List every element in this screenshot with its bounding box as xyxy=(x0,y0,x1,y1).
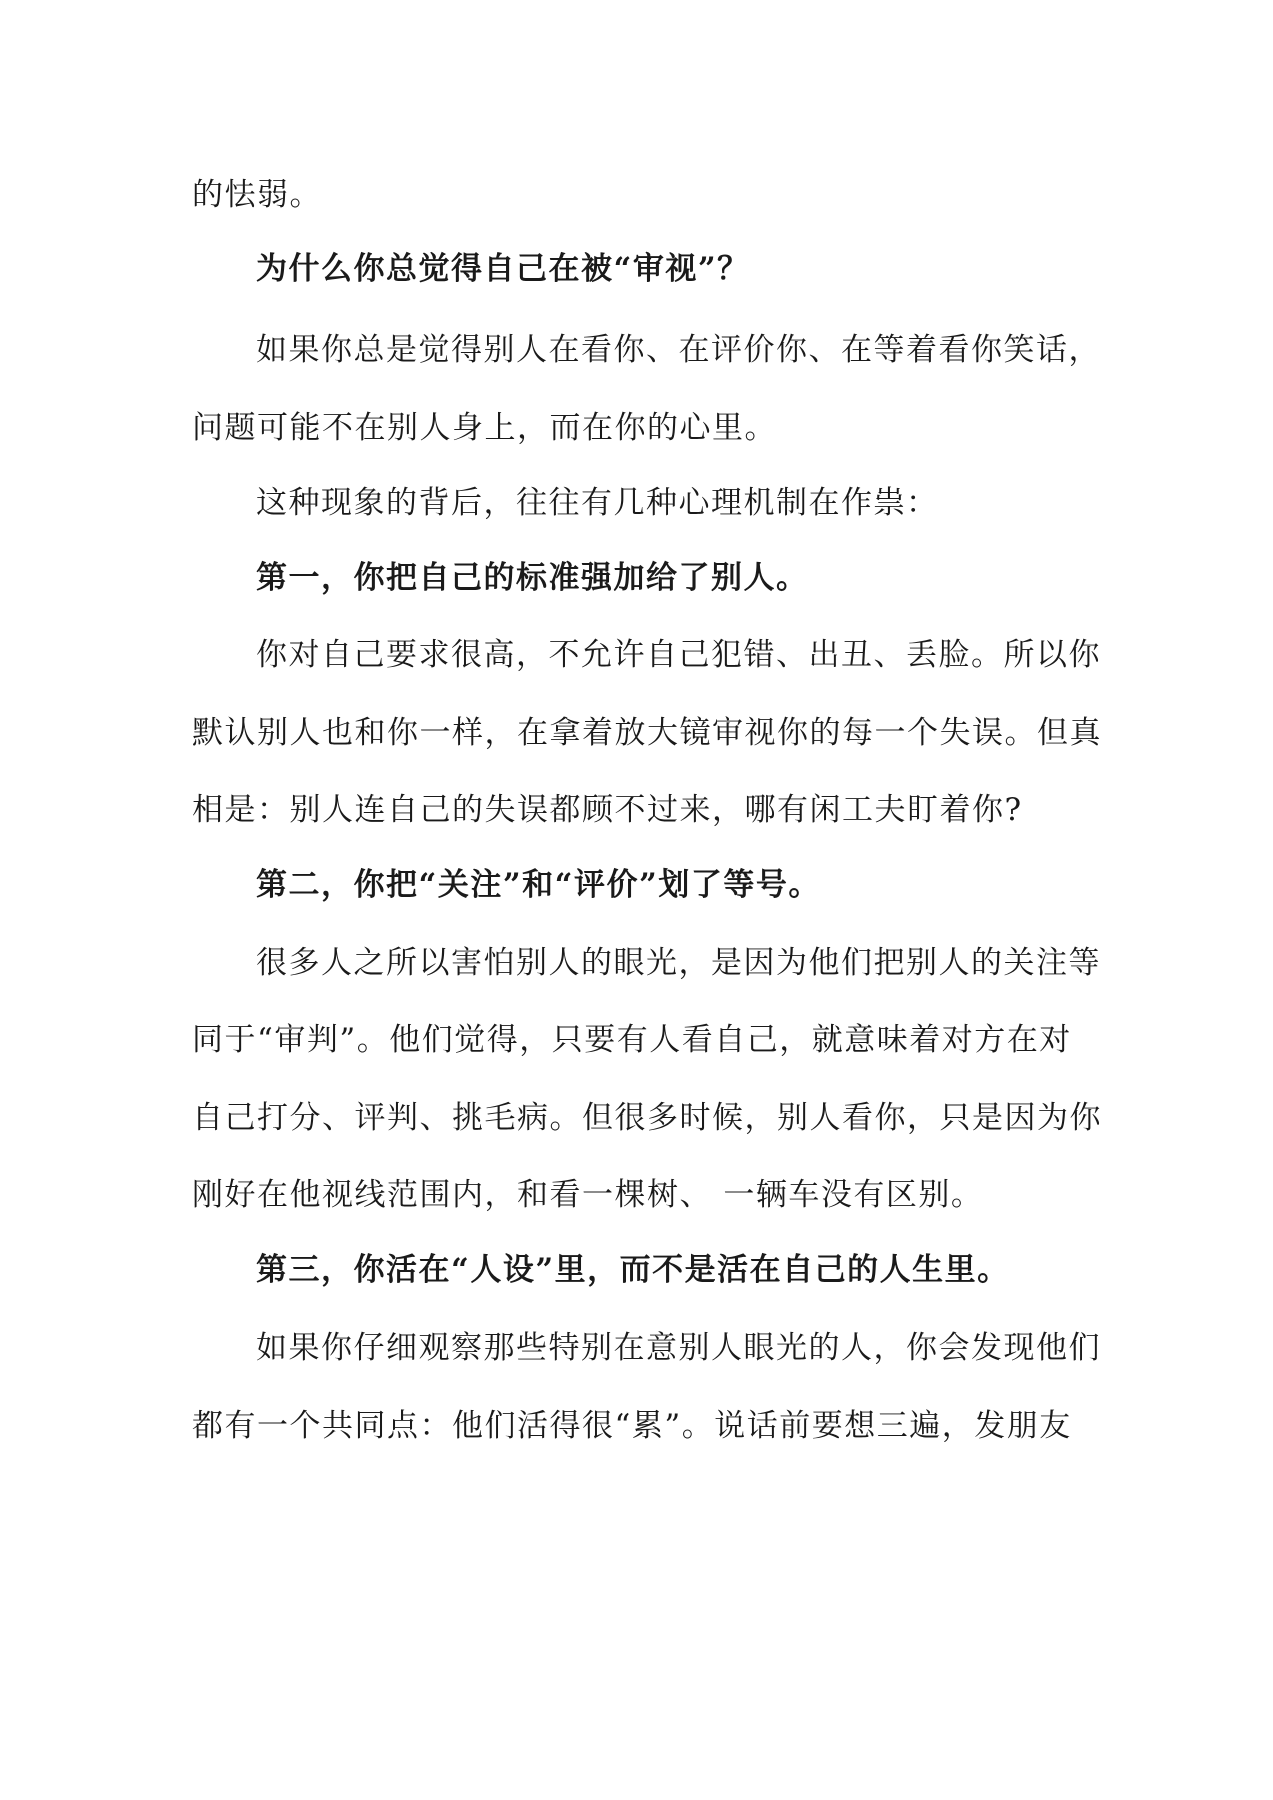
paragraph-line: 如果你总是觉得别人在看你、在评价你、在等着看你笑话， xyxy=(256,332,1101,368)
paragraph-line: 默认别人也和你一样，在拿着放大镜审视你的每一个失误。但真 xyxy=(192,715,1102,751)
paragraph-line: 同于“审判”。他们觉得，只要有人看自己，就意味着对方在对 xyxy=(192,1022,1072,1058)
paragraph-line: 刚好在他视线范围内，和看一棵树、 一辆车没有区别。 xyxy=(192,1177,984,1213)
section-heading: 第二，你把“关注”和“评价”划了等号。 xyxy=(256,867,821,903)
section-heading: 第一，你把自己的标准强加给了别人。 xyxy=(256,560,809,596)
paragraph-line: 的怯弱。 xyxy=(192,177,322,213)
paragraph-line: 都有一个共同点：他们活得很“累”。说话前要想三遍，发朋友 xyxy=(192,1408,1072,1444)
paragraph-line: 相是：别人连自己的失误都顾不过来，哪有闲工夫盯着你? xyxy=(192,792,1023,828)
paragraph-line: 你对自己要求很高，不允许自己犯错、出丑、丢脸。所以你 xyxy=(256,637,1101,673)
paragraph-line: 这种现象的背后，往往有几种心理机制在作祟： xyxy=(256,485,939,521)
section-heading: 为什么你总觉得自己在被“审视”？ xyxy=(256,251,750,287)
section-heading: 第三，你活在“人设”里，而不是活在自己的人生里。 xyxy=(256,1252,1010,1288)
paragraph-line: 自己打分、评判、挑毛病。但很多时候，别人看你，只是因为你 xyxy=(192,1100,1102,1136)
paragraph-line: 如果你仔细观察那些特别在意别人眼光的人，你会发现他们 xyxy=(256,1330,1101,1366)
paragraph-line: 问题可能不在别人身上，而在你的心里。 xyxy=(192,410,777,446)
paragraph-line: 很多人之所以害怕别人的眼光，是因为他们把别人的关注等 xyxy=(256,945,1101,981)
